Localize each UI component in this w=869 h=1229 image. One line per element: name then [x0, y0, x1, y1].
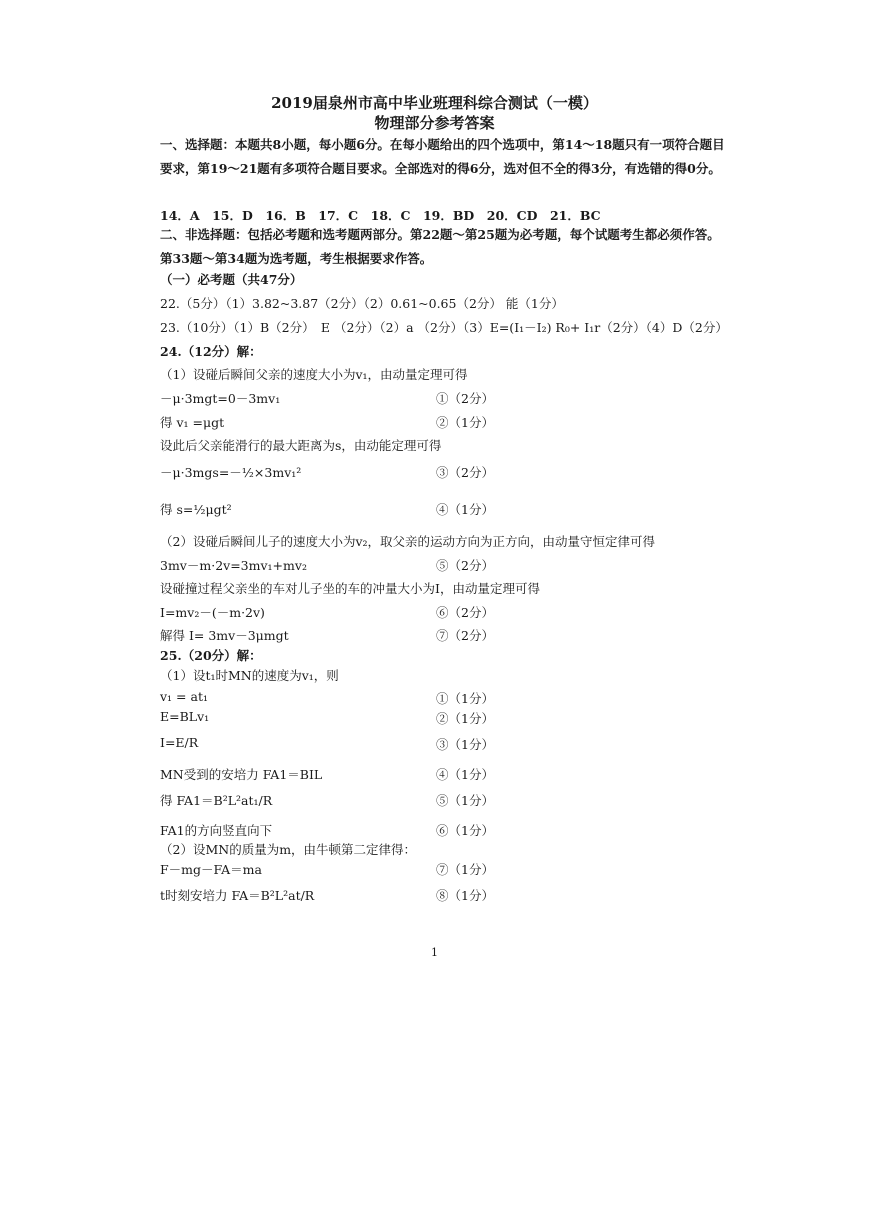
q24-line: 解得 I= 3mv－3μmgt	[160, 628, 289, 643]
q22-answer: 22.（5分）（1）3.82~3.87（2分）（2）0.61~0.65（2分） 能（1分）	[160, 296, 564, 311]
page-subtitle: 物理部分参考答案	[374, 114, 495, 132]
q25-score: ⑥（1分）	[436, 823, 494, 838]
q25-score: ⑦（1分）	[436, 862, 494, 877]
q25-line: I=E/R	[160, 735, 199, 750]
q24-line: I=mv₂－(－m·2v)	[160, 605, 265, 620]
q25-line: MN受到的安培力 FA1＝BIL	[160, 767, 323, 782]
q25-line: E=BLv₁	[160, 709, 210, 724]
q24-score: ①（2分）	[436, 391, 494, 406]
q23-answer: 23.（10分）（1）B（2分） E （2分）（2）a （2分）（3）E=(I₁－I₂) R₀+ I₁r（2分）（4）D（2分）	[160, 320, 728, 335]
q25-score: ③（1分）	[436, 737, 494, 752]
q24-score: ⑤（2分）	[436, 558, 494, 573]
q25-score: ④（1分）	[436, 767, 494, 782]
q24-line: －μ·3mgt=0－3mv₁	[160, 391, 281, 406]
q25-line: 得 FA1＝B²L²at₁/R	[160, 793, 273, 808]
q25-score: ①（1分）	[436, 691, 494, 706]
q24-line: －μ·3mgs=－½×3mv₁²	[160, 465, 302, 480]
q25-line: v₁ = at₁	[160, 689, 208, 704]
q25-score: ②（1分）	[436, 711, 494, 726]
q25-score: ⑧（1分）	[436, 888, 494, 903]
q24-score: ②（1分）	[436, 415, 494, 430]
q24-score: ④（1分）	[436, 502, 494, 517]
section2-heading: 二、非选择题：包括必考题和选考题两部分。第22题～第25题为必考题，每个试题考生都必须作答。第33题～第34题为选考题，考生根据要求作答。	[160, 227, 720, 266]
q24-line: （1）设碰后瞬间父亲的速度大小为v₁，由动量定理可得	[160, 367, 468, 382]
q24-line: 3mv－m·2v=3mv₁+mv₂	[160, 558, 307, 573]
required-heading: （一）必考题（共47分）	[160, 272, 303, 287]
q25-line: t时刻安培力 FA＝B²L²at/R	[160, 888, 315, 903]
q24-line: 设此后父亲能滑行的最大距离为s，由动能定理可得	[160, 438, 442, 453]
q24-heading: 24.（12分）解：	[160, 344, 262, 359]
q24-score: ⑦（2分）	[436, 628, 494, 643]
q24-score: ③（2分）	[436, 465, 494, 480]
q25-line: （1）设t₁时MN的速度为v₁，则	[160, 668, 339, 683]
page-title: 2019届泉州市高中毕业班理科综合测试（一模）	[271, 94, 598, 112]
choice-answers: 14．A 15．D 16．B 17．C 18．C 19．BD 20．CD 21．BC	[160, 208, 601, 223]
q25-line: FA1的方向竖直向下	[160, 823, 273, 838]
q24-score: ⑥（2分）	[436, 605, 494, 620]
q25-line: F－mg－FA＝ma	[160, 862, 262, 877]
q25-heading: 25.（20分）解：	[160, 648, 262, 663]
q24-line: 得 v₁ =μgt	[160, 415, 225, 430]
q24-line: 得 s=½μgt²	[160, 502, 232, 517]
q24-line: 设碰撞过程父亲坐的车对儿子坐的车的冲量大小为I，由动量定理可得	[160, 581, 540, 596]
q25-score: ⑤（1分）	[436, 793, 494, 808]
q24-line: （2）设碰后瞬间儿子的速度大小为v₂，取父亲的运动方向为正方向，由动量守恒定律可得	[160, 534, 656, 549]
q25-line: （2）设MN的质量为m，由牛顿第二定律得：	[160, 842, 417, 857]
section1-heading: 一、选择题：本题共8小题，每小题6分。在每小题给出的四个选项中，第14～18题只有一项符合题目要求，第19～21题有多项符合题目要求。全部选对的得6分，选对但不全的得3分，有选错的得0分。	[160, 137, 725, 176]
page-number: 1	[431, 946, 438, 959]
